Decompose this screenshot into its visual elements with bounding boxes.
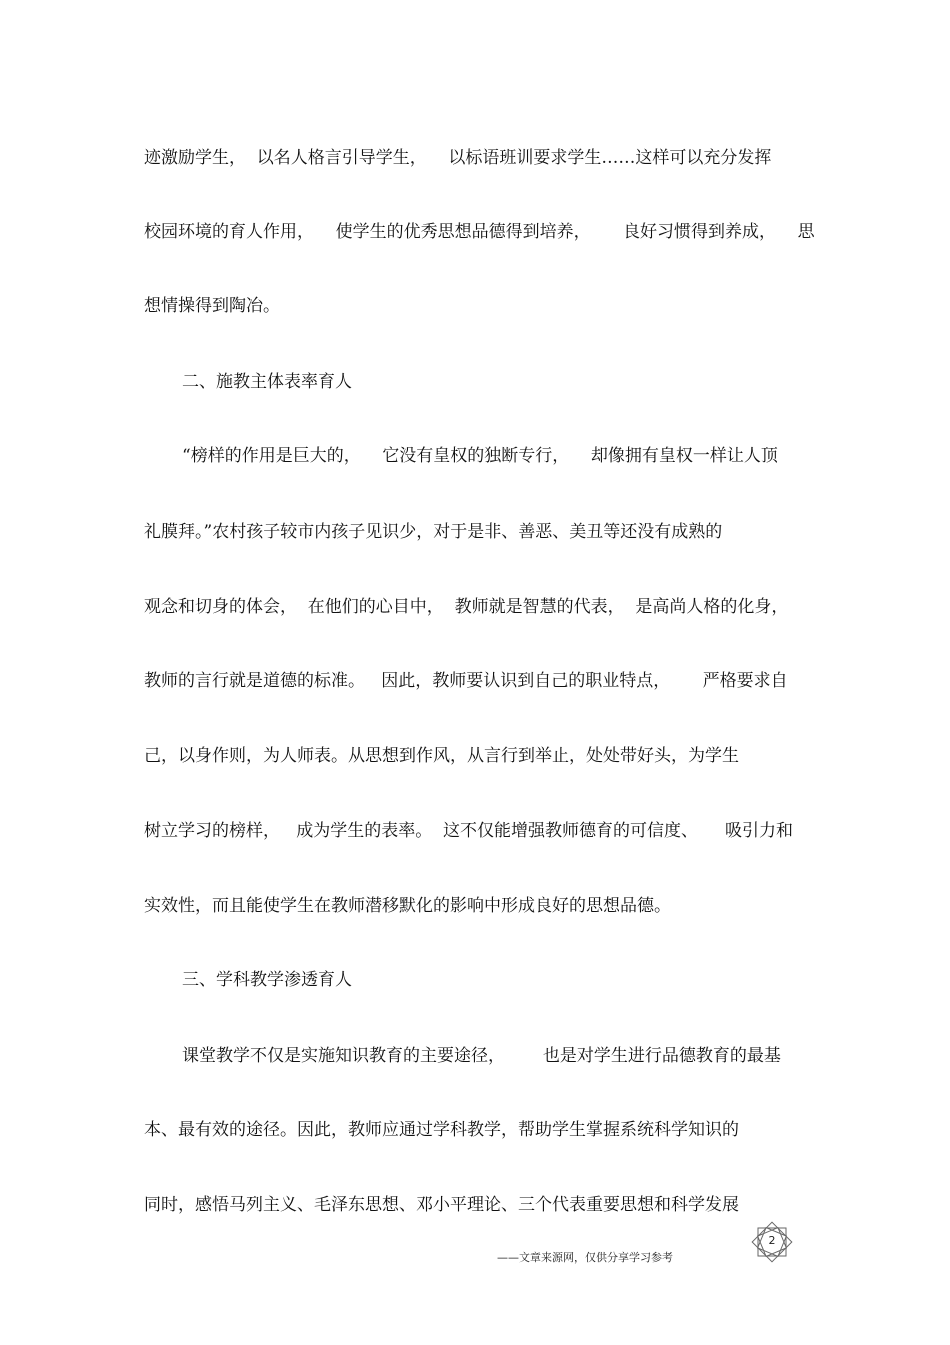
body-text-line: 树立学习的榜样， 成为学生的表率。 这不仅能增强教师德育的可信度、 吸引力和 — [144, 821, 794, 841]
footer-source-note: ——文章来源网，仅供分享学习参考 — [497, 1251, 673, 1264]
body-text-line: 本、最有效的途径。因此，教师应通过学科教学，帮助学生掌握系统科学知识的 — [144, 1120, 739, 1140]
body-text-line: 同时，感悟马列主义、毛泽东思想、邓小平理论、三个代表重要思想和科学发展 — [144, 1195, 739, 1215]
page-number: 2 — [768, 1234, 776, 1247]
section-heading: 三、学科教学渗透育人 — [182, 970, 352, 990]
body-text-line: 己，以身作则，为人师表。从思想到作风，从言行到举止，处处带好头，为学生 — [144, 746, 739, 766]
body-text-line: 实效性，而且能使学生在教师潜移默化的影响中形成良好的思想品德。 — [144, 896, 671, 916]
body-text-line: 观念和切身的体会， 在他们的心目中， 教师就是智慧的代表， 是高尚人格的化身， — [144, 597, 789, 617]
body-text-line: 课堂教学不仅是实施知识教育的主要途径， 也是对学生进行品德教育的最基 — [182, 1046, 781, 1066]
page-number-badge — [748, 1218, 796, 1266]
body-text-line: 想情操得到陶冶。 — [144, 296, 280, 316]
body-text-line: 教师的言行就是道德的标准。 因此，教师要认识到自己的职业特点， 严格要求自 — [144, 671, 788, 691]
body-text-line: 校园环境的育人作用， 使学生的优秀思想品德得到培养， 良好习惯得到养成， 思 — [144, 222, 815, 242]
body-text-line: 迹激励学生， 以名人格言引导学生， 以标语班训要求学生……这样可以充分发挥 — [144, 148, 772, 168]
section-heading: 二、施教主体表率育人 — [182, 372, 352, 392]
body-text-line: 礼膜拜。”农村孩子较市内孩子见识少，对于是非、善恶、美丑等还没有成熟的 — [144, 522, 723, 542]
body-text-line: “榜样的作用是巨大的， 它没有皇权的独断专行， 却像拥有皇权一样让人顶 — [182, 446, 778, 466]
